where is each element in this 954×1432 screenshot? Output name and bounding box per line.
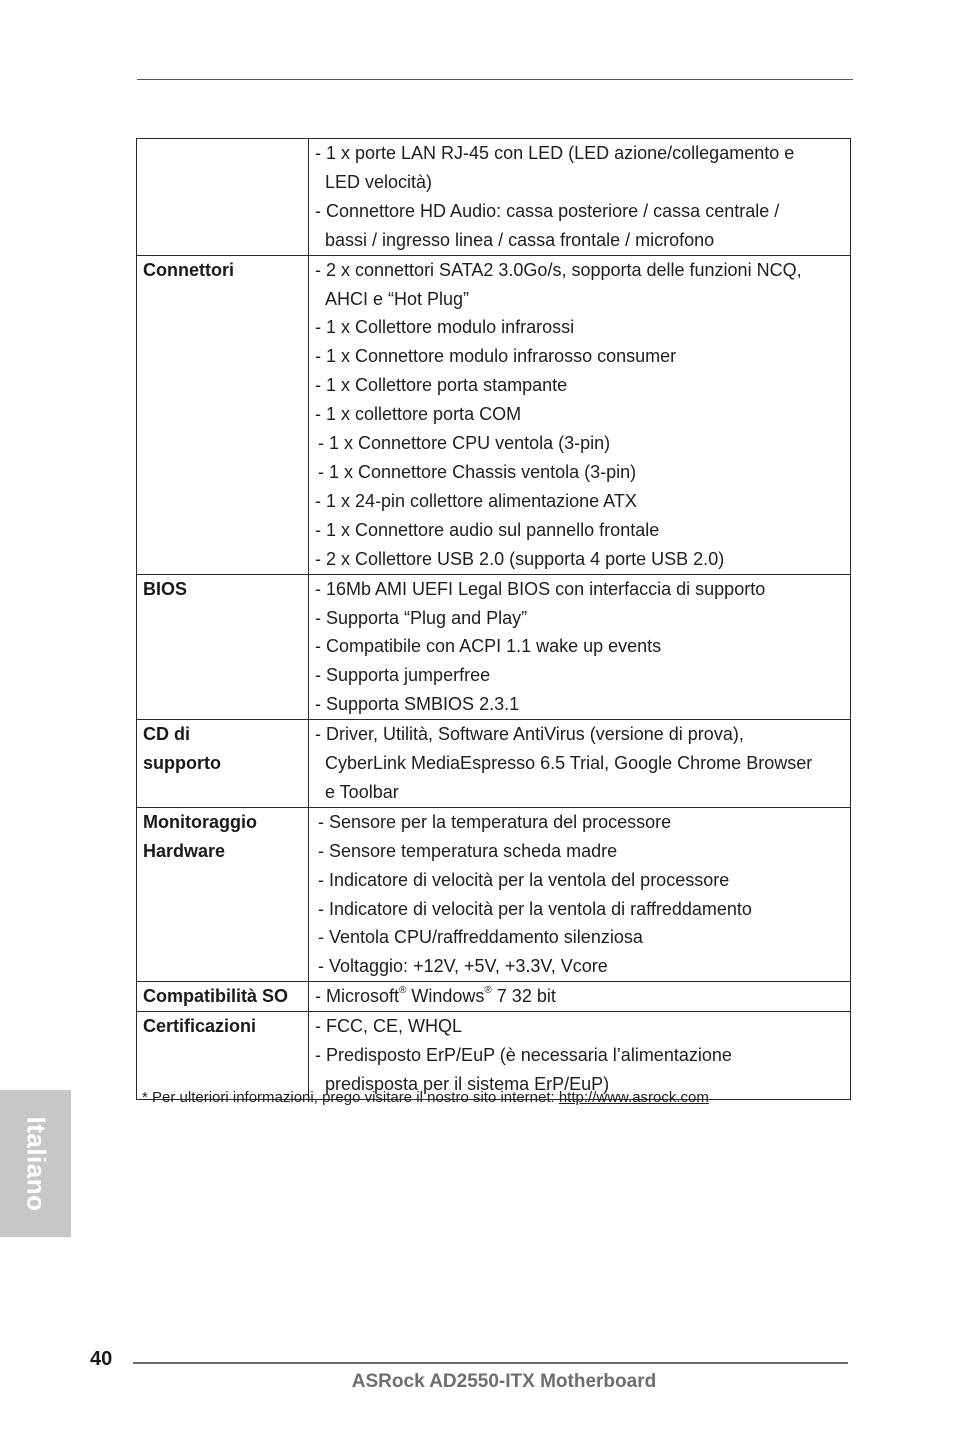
spec-label: Connettori (143, 259, 234, 280)
spec-value-line: - 2 x Collettore USB 2.0 (supporta 4 porte USB 2.0) (315, 548, 725, 569)
spec-value-line: - 1 x porte LAN RJ-45 con LED (LED azione/collegamento e (315, 143, 795, 163)
registered-mark: ® (484, 985, 492, 997)
spec-value-line: AHCI e “Hot Plug” (325, 288, 470, 309)
registered-mark: ® (399, 985, 407, 997)
language-side-tab-label: Italiano (21, 1115, 51, 1212)
spec-table (136, 138, 851, 1100)
spec-value-line: - 2 x connettori SATA2 3.0Go/s, sopporta delle funzioni NCQ, (315, 259, 802, 280)
asrock-website-link[interactable]: http://www.asrock.com (558, 1089, 709, 1106)
spec-value-line: - Connettore HD Audio: cassa posteriore / cassa centrale / (315, 200, 780, 221)
spec-value-line (315, 982, 846, 1011)
spec-label: BIOS (143, 578, 188, 599)
spec-value-cell (309, 720, 851, 808)
spec-value-cell (309, 574, 851, 720)
spec-value-line: - 1 x Collettore modulo infrarossi (315, 317, 575, 338)
spec-value-line: bassi / ingresso linea / cassa frontale / microfono (325, 229, 715, 250)
spec-label-cell (137, 255, 309, 574)
bottom-rule (133, 1362, 848, 1364)
spec-value-line: - 1 x 24-pin collettore alimentazione ATX (315, 490, 637, 511)
spec-value-line: - Sensore per la temperatura del processore (318, 811, 672, 832)
spec-value-line: LED velocità) (325, 171, 433, 192)
language-side-tab (0, 1090, 71, 1237)
spec-value-line: - Ventola CPU/raffreddamento silenziosa (318, 927, 643, 948)
spec-value-cell (309, 807, 851, 981)
spec-value-line: - Supporta SMBIOS 2.3.1 (315, 694, 520, 715)
spec-label-cell (137, 720, 309, 808)
spec-row (137, 255, 851, 574)
spec-value-line: - FCC, CE, WHQL (315, 1016, 462, 1037)
os-version: 7 32 bit (491, 986, 556, 1007)
spec-label: CD di (143, 724, 190, 745)
spec-value-cell (309, 982, 851, 1012)
os-prefix: - Microsoft (315, 986, 400, 1007)
spec-value-cell (309, 255, 851, 574)
spec-label-cell (137, 1012, 309, 1100)
spec-value-line: - Supporta jumperfree (315, 665, 491, 686)
spec-row (137, 1012, 851, 1100)
spec-label-cell (137, 807, 309, 981)
spec-label: supporto (143, 753, 221, 774)
spec-value-line: - 1 x Connettore Chassis ventola (3-pin) (318, 461, 637, 482)
spec-value-cell (309, 1012, 851, 1100)
spec-row (137, 139, 851, 256)
spec-table-body (137, 139, 851, 1100)
spec-row (137, 574, 851, 720)
spec-value-line: - Indicatore di velocità per la ventola del processore (318, 869, 730, 890)
spec-value-line: - 1 x Collettore porta stampante (315, 375, 568, 396)
spec-value-line: predisposta per il sistema ErP/EuP) (325, 1074, 610, 1094)
spec-value-line: - Predisposto ErP/EuP (è necessaria l’alimentazione (315, 1045, 732, 1066)
spec-label: Certificazioni (143, 1016, 257, 1037)
footnote-text: * Per ulteriori informazioni, prego visitare il nostro sito internet: (142, 1089, 559, 1106)
spec-value-line: - Sensore temperatura scheda madre (318, 840, 618, 861)
spec-label-cell (137, 574, 309, 720)
spec-label-cell (137, 139, 309, 256)
top-rule (137, 79, 853, 80)
spec-value-line: - Driver, Utilità, Software AntiVirus (versione di prova), (315, 724, 744, 745)
spec-row (137, 982, 851, 1012)
spec-value-line: - Indicatore di velocità per la ventola di raffreddamento (318, 898, 752, 919)
spec-label: Monitoraggio (143, 811, 257, 832)
spec-value-line: - 1 x Connettore CPU ventola (3-pin) (318, 433, 611, 454)
spec-value-line: - 16Mb AMI UEFI Legal BIOS con interfaccia di supporto (315, 578, 766, 599)
spec-value-line: - Compatibile con ACPI 1.1 wake up events (315, 636, 662, 657)
page-number: 40 (90, 1348, 113, 1370)
spec-value-cell (309, 139, 851, 256)
os-name: Windows (406, 986, 485, 1007)
spec-value-line: CyberLink MediaEspresso 6.5 Trial, Google Chrome Browser (325, 753, 813, 774)
spec-value-line: - 1 x Connettore audio sul pannello frontale (315, 519, 660, 540)
spec-value-line: - Voltaggio: +12V, +5V, +3.3V, Vcore (318, 956, 608, 977)
footer-title: ASRock AD2550-ITX Motherboard (351, 1371, 657, 1392)
spec-row (137, 807, 851, 981)
spec-value-line: - 1 x collettore porta COM (315, 404, 522, 425)
footnote (142, 1089, 709, 1106)
spec-label-cell (137, 982, 309, 1012)
spec-row (137, 720, 851, 808)
spec-value-line: - 1 x Connettore modulo infrarosso consumer (315, 346, 677, 367)
spec-value-line: e Toolbar (325, 781, 399, 802)
spec-label: Compatibilità SO (143, 986, 289, 1007)
spec-label: Hardware (143, 840, 226, 861)
spec-value-line: - Supporta “Plug and Play” (315, 607, 528, 628)
